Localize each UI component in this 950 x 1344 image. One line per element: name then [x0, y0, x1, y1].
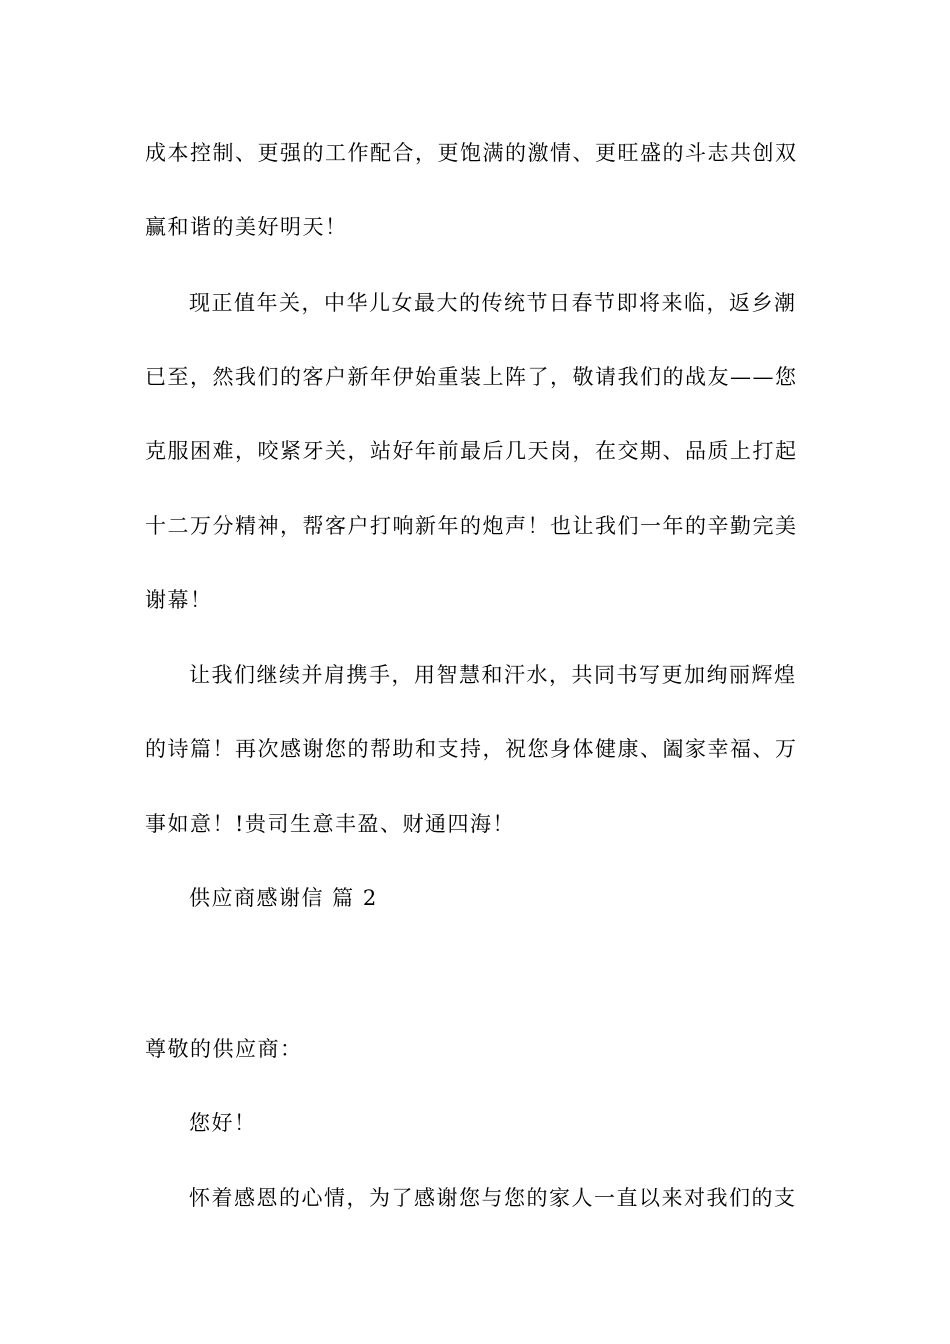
paragraph-line: 十二万分精神，帮客户打响新年的炮声！也让我们一年的辛勤完美 [145, 514, 798, 538]
paragraph-line: 赢和谐的美好明天！ [145, 215, 348, 239]
paragraph-line: 谢幕！ [145, 588, 213, 612]
salutation: 尊敬的供应商： [145, 1037, 303, 1061]
paragraph-line: 现正值年关，中华儿女最大的传统节日春节即将来临，返乡潮 [189, 291, 797, 315]
paragraph-line: 已至，然我们的客户新年伊始重装上阵了，敬请我们的战友——您 [145, 365, 798, 389]
section-heading: 供应商感谢信 篇 2 [189, 886, 378, 910]
paragraph-line: 怀着感恩的心情，为了感谢您与您的家人一直以来对我们的支 [189, 1186, 797, 1210]
paragraph-line: 的诗篇！再次感谢您的帮助和支持，祝您身体健康、阖家幸福、万 [145, 737, 798, 761]
paragraph-line: 克服困难，咬紧牙关，站好年前最后几天岗，在交期、品质上打起 [145, 439, 798, 463]
paragraph-line: 让我们继续并肩携手，用智慧和汗水，共同书写更加绚丽辉煌 [189, 663, 797, 687]
paragraph-line: 事如意！!贵司生意丰盈、财通四海！ [145, 812, 515, 836]
greeting: 您好！ [189, 1111, 257, 1135]
paragraph-line: 成本控制、更强的工作配合，更饱满的激情、更旺盛的斗志共创双 [145, 141, 798, 165]
